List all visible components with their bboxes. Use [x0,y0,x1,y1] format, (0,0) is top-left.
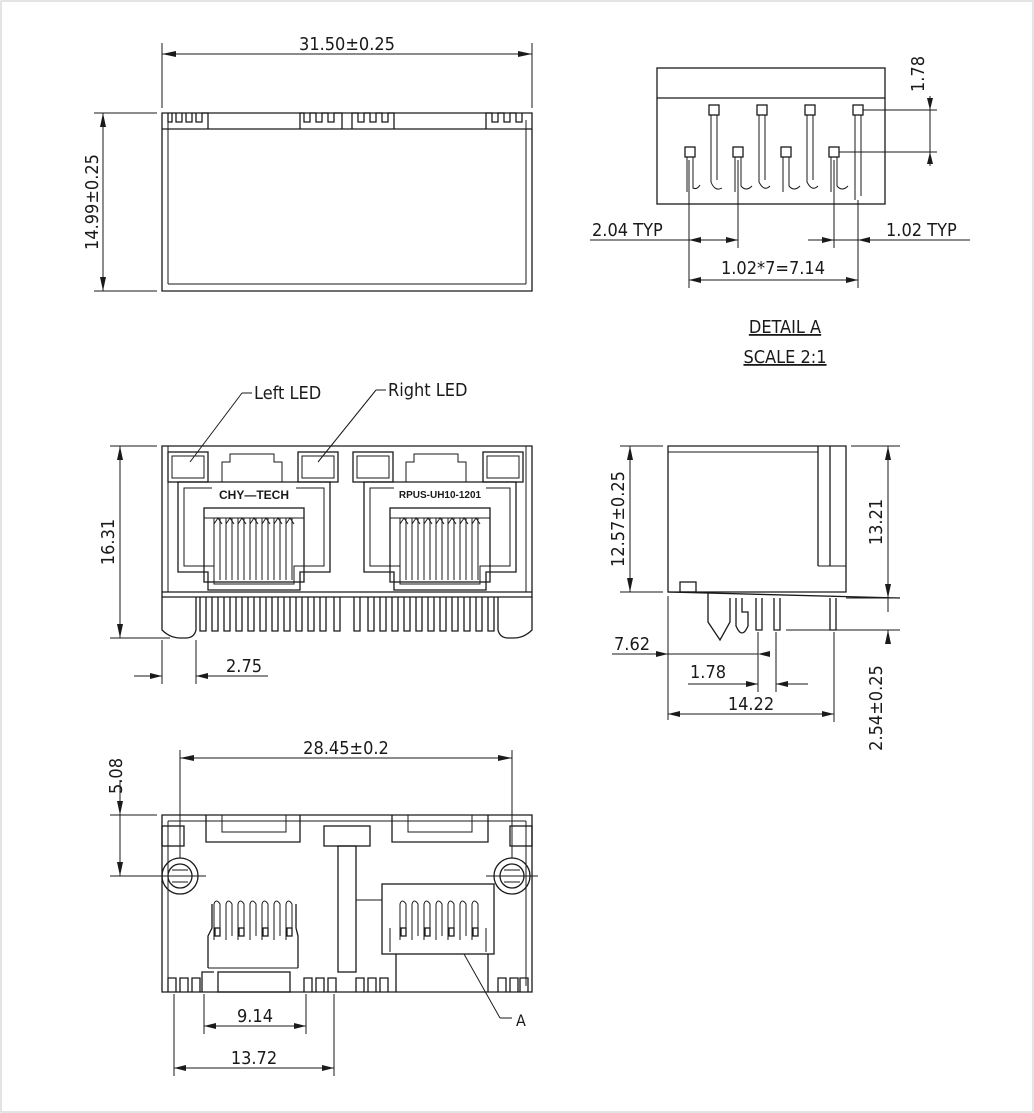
dim-detail-typ-left: 2.04 TYP [592,220,663,241]
dim-side-left: 12.57±0.25 [608,471,629,567]
dim-top-height: 14.99±0.25 [82,154,103,250]
dim-detail-typ-right: 1.02 TYP [886,220,957,241]
bottom-pins-right [382,884,494,992]
detail-lower-pins [685,147,839,157]
right-led-label: Right LED [388,380,468,401]
top-view [82,34,532,291]
part-number-label: RPUS-UH10-1201 [398,490,482,501]
detail-a-view [590,56,970,368]
detail-upper-pins [709,105,863,115]
front-view [98,380,532,684]
brand-label: CHY—TECH [218,488,290,502]
dim-bottom-508: 5.08 [106,757,127,795]
dim-side-762: 7.62 [614,634,651,655]
bottom-view [106,738,538,1076]
dim-side-right: 13.21 [866,498,887,546]
detail-scale: SCALE 2:1 [743,347,827,368]
dim-side-178: 1.78 [690,662,727,683]
detail-title: DETAIL A [748,317,822,338]
bottom-pins-left [208,901,298,992]
left-led-label: Left LED [254,383,322,404]
dim-detail-178: 1.78 [908,55,929,93]
front-contacts [214,518,480,580]
bottom-edge-tabs [168,972,528,992]
dim-detail-span: 1.02*7=7.14 [720,258,826,279]
dim-bottom-1372: 13.72 [230,1048,278,1069]
front-pins [200,597,494,631]
dim-bottom-914: 9.14 [236,1006,274,1027]
dim-front-offset: 2.75 [226,656,263,677]
side-view [608,446,900,751]
page-border [1,1,1033,1112]
dim-side-254: 2.54±0.25 [866,665,887,751]
dim-front-height: 16.31 [98,518,119,566]
dim-side-1422: 14.22 [727,694,775,715]
dim-bottom-width: 28.45±0.2 [303,738,389,759]
dim-top-width: 31.50±0.25 [299,34,395,55]
detail-ref-label: A [516,1011,526,1030]
front-leds [168,452,523,482]
